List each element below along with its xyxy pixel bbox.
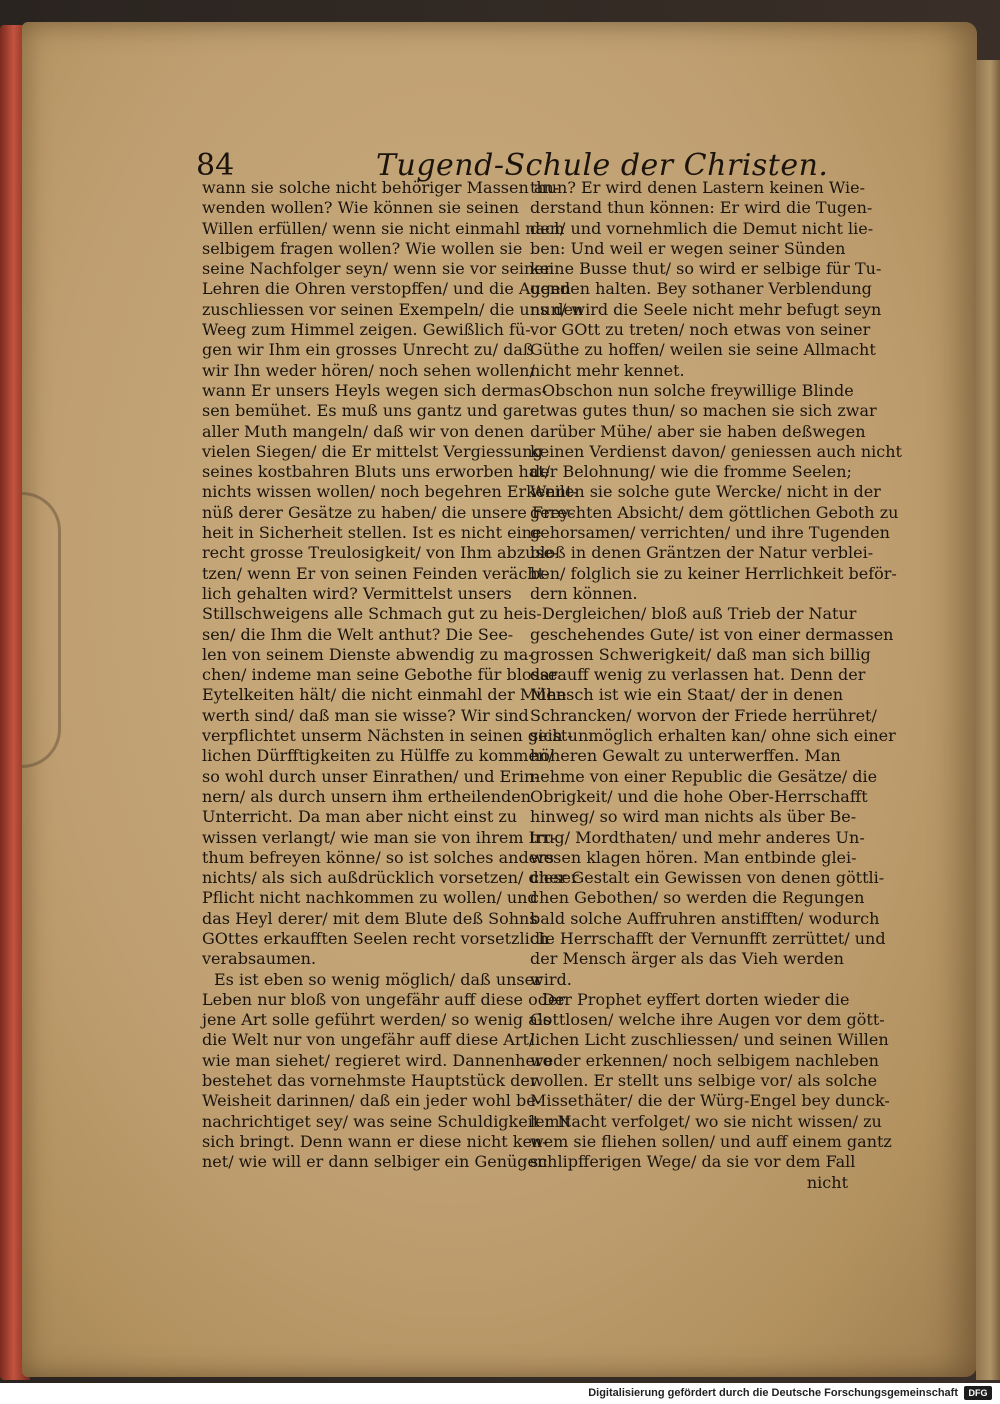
text-line: aller Muth mangeln/ daß wir von denen bbox=[202, 421, 525, 441]
text-line: weder erkennen/ noch selbigem nachleben bbox=[530, 1050, 879, 1070]
text-line: nicht mehr kennet. bbox=[530, 360, 685, 380]
text-line: heit in Sicherheit stellen. Ist es nicht eine bbox=[202, 523, 542, 543]
text-line: gehorsamen/ verrichten/ und ihre Tugenden bbox=[530, 523, 890, 543]
text-line: Schrancken/ worvon der Friede herrühret/ bbox=[530, 705, 877, 725]
text-line: gerechten Absicht/ dem göttlichen Geboth zu bbox=[530, 502, 899, 522]
text-line: Willen erfüllen/ wenn sie nicht einmahl nach bbox=[202, 218, 565, 238]
right-text-column bbox=[530, 178, 902, 1193]
text-line: wird. bbox=[530, 969, 572, 989]
text-line: nehme von einer Republic die Gesätze/ die bbox=[530, 766, 878, 786]
text-line: nüß derer Gesätze zu haben/ die unsere Frey- bbox=[202, 502, 575, 522]
text-line: hinweg/ so wird man nichts als über Be- bbox=[530, 807, 857, 827]
text-line: wissen verlangt/ wie man sie von ihrem Irr- bbox=[202, 827, 556, 847]
text-line: nachrichtiget sey/ was seine Schuldigkeit mit bbox=[202, 1111, 572, 1131]
text-line: lichen Dürfftigkeiten zu Hülffe zu kommen/ bbox=[202, 746, 554, 766]
text-line: Obschon nun solche freywillige Blinde bbox=[542, 380, 854, 400]
text-line: zuschliessen vor seinen Exempeln/ die uns den bbox=[202, 299, 584, 319]
text-line: wesen klagen hören. Man entbinde glei- bbox=[530, 847, 857, 867]
text-line: lich gehalten wird? Vermittelst unsers bbox=[202, 583, 512, 603]
text-line: den/ und vornehmlich die Demut nicht lie- bbox=[530, 218, 874, 238]
dfg-logo: DFG bbox=[964, 1386, 992, 1400]
text-line: bald solche Auffruhren anstifften/ wodurch bbox=[530, 908, 880, 928]
text-line: ben: Und weil er wegen seiner Sünden bbox=[530, 238, 846, 258]
text-line: höheren Gewalt zu unterwerffen. Man bbox=[530, 746, 841, 766]
text-line: sich bringt. Denn wann er diese nicht ken- bbox=[202, 1131, 548, 1151]
text-line: ler Nacht verfolget/ wo sie nicht wissen/ zu bbox=[530, 1111, 882, 1131]
text-line: Es ist eben so wenig möglich/ daß unser bbox=[214, 969, 542, 989]
text-line: nichts/ als sich außdrücklich vorsetzen/ dieser bbox=[202, 868, 579, 888]
text-line: wie man siehet/ regieret wird. Dannenhero bbox=[202, 1050, 553, 1070]
text-line: geschehendes Gute/ ist von einer dermassen bbox=[530, 624, 894, 644]
text-line: Weilen sie solche gute Wercke/ nicht in der bbox=[530, 482, 881, 502]
text-line: nicht bbox=[806, 1172, 848, 1192]
text-line: Lehren die Ohren verstopffen/ und die Augen bbox=[202, 279, 571, 299]
text-line: grossen Schwerigkeit/ daß man sich billig bbox=[530, 644, 871, 664]
text-line: lichen Licht zuschliessen/ und seinen Willen bbox=[530, 1030, 889, 1050]
text-line: Dergleichen/ bloß auß Trieb der Natur bbox=[542, 604, 857, 624]
text-line: gen wir Ihm ein grosses Unrecht zu/ daß bbox=[202, 340, 534, 360]
text-line: werth sind/ daß man sie wisse? Wir sind bbox=[202, 705, 529, 725]
text-line: seine Nachfolger seyn/ wenn sie vor seinen bbox=[202, 259, 555, 279]
text-line: Unterricht. Da man aber nicht einst zu bbox=[202, 807, 518, 827]
text-line: genden halten. Bey sothaner Verblendung bbox=[530, 279, 872, 299]
text-line: chen Gebothen/ so werden die Regungen bbox=[530, 888, 865, 908]
text-line: wann Er unsers Heyls wegen sich dermas- bbox=[202, 380, 548, 400]
text-line: Der Prophet eyffert dorten wieder die bbox=[542, 989, 850, 1009]
text-line: nichts wissen wollen/ noch begehren Erkennt- bbox=[202, 482, 578, 502]
text-line: der Belohnung/ wie die fromme Seelen; bbox=[530, 462, 852, 482]
text-line: GOttes erkaufften Seelen recht vorsetzlich bbox=[202, 928, 549, 948]
text-line: Leben nur bloß von ungefähr auff diese oder bbox=[202, 989, 566, 1009]
funding-notice: Digitalisierung gefördert durch die Deutsche Forschungsgemeinschaft bbox=[588, 1387, 958, 1399]
binding-clip bbox=[22, 492, 61, 768]
text-line: Mensch ist wie ein Staat/ der in denen bbox=[530, 685, 844, 705]
text-line: wann sie solche nicht behöriger Massen an- bbox=[202, 178, 560, 197]
text-line: thun? Er wird denen Lastern keinen Wie- bbox=[530, 178, 865, 197]
text-line: len von seinem Dienste abwendig zu ma- bbox=[202, 644, 534, 664]
text-line: wem sie fliehen sollen/ und auff einem gantz bbox=[530, 1131, 892, 1151]
text-line: Stillschweigens alle Schmach gut zu heis- bbox=[202, 604, 542, 624]
text-line: etwas gutes thun/ so machen sie sich zwar bbox=[530, 401, 877, 421]
text-line: Obrigkeit/ und die hohe Ober-Herrschafft bbox=[530, 786, 868, 806]
text-line: verpflichtet unserm Nächsten in seinen geist- bbox=[202, 726, 573, 746]
text-line: wir Ihn weder hören/ noch sehen wollen/ bbox=[202, 360, 535, 380]
text-line: sich unmöglich erhalten kan/ ohne sich einer bbox=[530, 726, 896, 746]
text-line: ben/ folglich sie zu keiner Herrlichkeit beför- bbox=[530, 563, 897, 583]
adjacent-page-edge bbox=[976, 60, 1000, 1380]
text-line: seines kostbahren Bluts uns erworben hat/ bbox=[202, 462, 551, 482]
text-line: das Heyl derer/ mit dem Blute deß Sohns bbox=[202, 908, 538, 928]
text-line: darüber Mühe/ aber sie haben deßwegen bbox=[530, 421, 866, 441]
text-line: wollen. Er stellt uns selbige vor/ als solche bbox=[530, 1071, 878, 1091]
text-line: keinen Verdienst davon/ geniessen auch nicht bbox=[530, 441, 902, 461]
text-line: net/ wie will er dann selbiger ein Genügen bbox=[202, 1152, 548, 1172]
text-line: vor GOtt zu treten/ noch etwas von seiner bbox=[530, 320, 871, 340]
text-line: selbigem fragen wollen? Wie wollen sie bbox=[202, 238, 523, 258]
text-line: Güthe zu hoffen/ weilen sie seine Allmacht bbox=[530, 340, 876, 360]
text-line: darauff wenig zu verlassen hat. Denn der bbox=[530, 665, 866, 685]
text-line: thum befreyen könne/ so ist solches anders bbox=[202, 847, 555, 867]
text-line: verabsaumen. bbox=[202, 949, 317, 969]
text-line: sen/ die Ihm die Welt anthut? Die See- bbox=[202, 624, 514, 644]
text-line: bestehet das vornehmste Hauptstück der bbox=[202, 1071, 538, 1091]
text-line: chen/ indeme man seine Gebothe für blosse bbox=[202, 665, 558, 685]
text-line: Eytelkeiten hält/ die nicht einmahl der Mühe bbox=[202, 685, 567, 705]
text-line: Missethäter/ die der Würg-Engel bey dunck- bbox=[530, 1091, 890, 1111]
text-line: Weisheit darinnen/ daß ein jeder wohl be- bbox=[202, 1091, 542, 1111]
text-line: vielen Siegen/ die Er mittelst Vergiessung bbox=[202, 441, 543, 461]
text-line: bloß in denen Gräntzen der Natur verblei- bbox=[530, 543, 874, 563]
text-line: die Welt nur von ungefähr auff diese Art/ bbox=[202, 1030, 535, 1050]
text-line: der Mensch ärger als das Vieh werden bbox=[530, 949, 844, 969]
text-line: recht grosse Treulosigkeit/ von Ihm abzuse- bbox=[202, 543, 559, 563]
text-line: jene Art solle geführt werden/ so wenig als bbox=[202, 1010, 552, 1030]
page-number: 84 bbox=[196, 148, 235, 183]
text-line: nern/ als durch unsern ihm ertheilenden bbox=[202, 786, 532, 806]
text-line: sen bemühet. Es muß uns gantz und gar bbox=[202, 401, 531, 421]
text-line: tzen/ wenn Er von seinen Feinden verächt- bbox=[202, 563, 550, 583]
text-line: so wohl durch unser Einrathen/ und Erin- bbox=[202, 766, 540, 786]
text-line: schlipfferigen Wege/ da sie vor dem Fall bbox=[530, 1152, 856, 1172]
text-line: Pflicht nicht nachkommen zu wollen/ und bbox=[202, 888, 538, 908]
text-line: wenden wollen? Wie können sie seinen bbox=[202, 198, 519, 218]
text-line: Weeg zum Himmel zeigen. Gewißlich fü- bbox=[202, 320, 531, 340]
text-line: Gottlosen/ welche ihre Augen vor dem gött- bbox=[530, 1010, 885, 1030]
running-title: Tugend-Schule der Christen. bbox=[376, 148, 829, 183]
text-line: trug/ Mordthaten/ und mehr anderes Un- bbox=[530, 827, 865, 847]
text-line: derstand thun können: Er wird die Tugen- bbox=[530, 198, 873, 218]
text-line: nun/ wird die Seele nicht mehr befugt seyn bbox=[530, 299, 882, 319]
footer-bar bbox=[0, 1383, 1000, 1404]
text-line: keine Busse thut/ so wird er selbige für Tu- bbox=[530, 259, 882, 279]
text-line: cher Gestalt ein Gewissen von denen göttli- bbox=[530, 868, 885, 888]
text-line: dern können. bbox=[530, 583, 638, 603]
text-line: die Herrschafft der Vernunfft zerrüttet/ und bbox=[530, 928, 886, 948]
